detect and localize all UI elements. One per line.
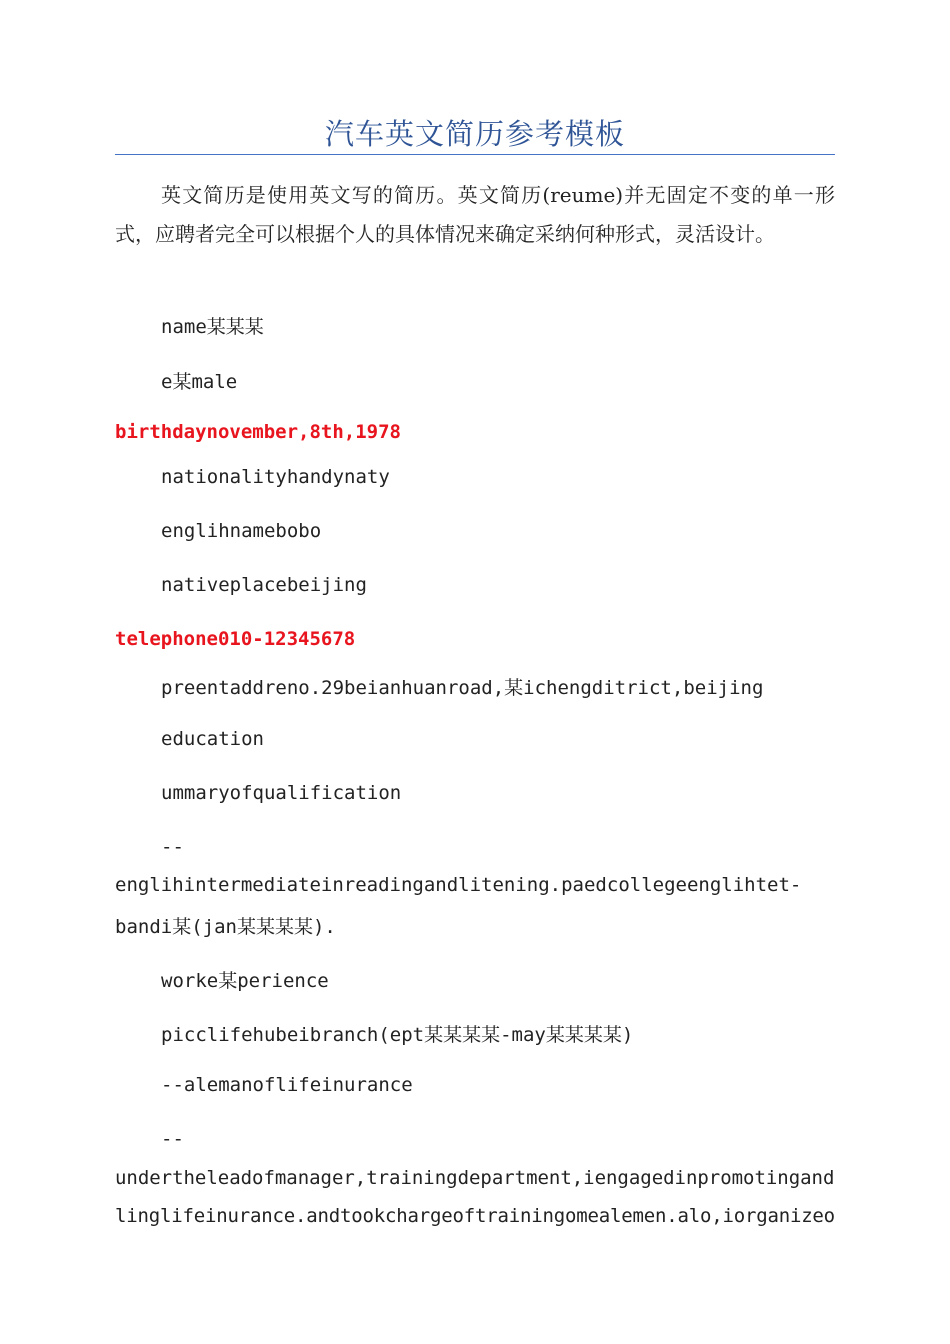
address-line: preentaddreno.29beianhuanroad,某ichengditrict,beijing <box>161 677 764 699</box>
telephone-line: telephone010-12345678 <box>115 628 356 650</box>
dash-line: -- <box>161 836 184 858</box>
name-line: name某某某 <box>161 316 264 338</box>
duties-line: undertheleadofmanager,trainingdepartment,iengagedinpromotingand <box>115 1167 835 1189</box>
gender-line: e某male <box>161 371 238 393</box>
work-experience-heading: worke某perience <box>161 970 329 992</box>
english-name-line: englihnamebobo <box>161 520 322 542</box>
dash-line: -- <box>161 1128 184 1150</box>
document-title: 汽车英文简历参考模板 <box>324 117 625 151</box>
english-level-line-cont: bandi某(jan某某某某). <box>115 916 336 938</box>
job-title-line: --alemanoflifeinurance <box>161 1074 413 1096</box>
employer-line: picclifehubeibranch(ept某某某某-may某某某某) <box>161 1024 634 1046</box>
intro-paragraph: 英文简历是使用英文写的简历。英文简历(reume)并无固定不变的单一形式，应聘者完全可以根据个人的具体情况来确定采纳何种形式，灵活设计。 <box>115 183 835 246</box>
education-heading: education <box>161 728 264 750</box>
native-place-line: nativeplacebeijing <box>161 574 367 596</box>
qualification-heading: ummaryofqualification <box>161 782 402 804</box>
nationality-line: nationalityhandynaty <box>161 466 390 488</box>
birthday-line: birthdaynovember,8th,1978 <box>115 421 401 443</box>
title-underline <box>115 154 835 155</box>
english-level-line: englihintermediateinreadingandlitening.paedcollegeenglihtet- <box>115 874 802 896</box>
duties-line-cont: linglifeinurance.andtookchargeoftrainingomealemen.alo,iorganizeo <box>115 1205 835 1227</box>
